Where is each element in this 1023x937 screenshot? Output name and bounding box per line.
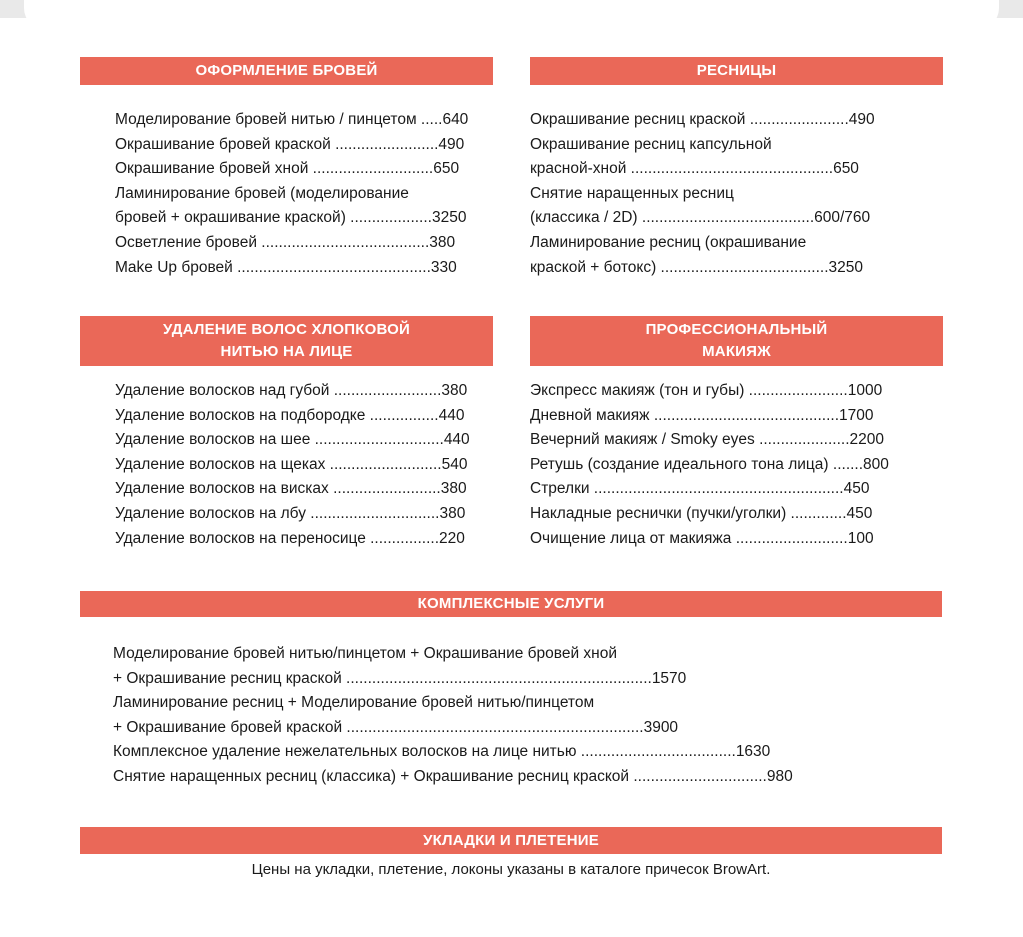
list-item: Ламинирование бровей (моделирование bbox=[115, 184, 409, 202]
section-title-line2: МАКИЯЖ bbox=[702, 343, 771, 360]
list-item: Комплексное удаление нежелательных волосков на лице нитью ....................................1630 bbox=[113, 743, 771, 761]
list-item: Ретушь (создание идеального тона лица) .......800 bbox=[530, 455, 889, 473]
section-title: ОФОРМЛЕНИЕ БРОВЕЙ bbox=[195, 62, 378, 79]
list-item: Удаление волосков на щеках ..........................540 bbox=[115, 455, 468, 473]
list-item: Накладные реснички (пучки/уголки) .............450 bbox=[530, 504, 873, 522]
section-title-line1: УДАЛЕНИЕ ВОЛОС ХЛОПКОВОЙ bbox=[162, 321, 411, 338]
list-item: (классика / 2D) ........................................600/760 bbox=[530, 209, 871, 227]
list-item: + Окрашивание ресниц краской .......................................................................1570 bbox=[113, 669, 687, 687]
list-item: Моделирование бровей нитью/пинцетом + Окрашивание бровей хной bbox=[113, 645, 618, 662]
section-title: УКЛАДКИ И ПЛЕТЕНИЕ bbox=[423, 831, 599, 849]
list-item: Удаление волосков на переносице ................220 bbox=[115, 529, 465, 547]
list-item: красной-хной ...............................................650 bbox=[530, 160, 859, 178]
section-header-makeup bbox=[530, 316, 943, 366]
list-item: Удаление волосков на лбу ..............................380 bbox=[115, 504, 466, 522]
list-item: Экспресс макияж (тон и губы) .......................1000 bbox=[530, 382, 883, 399]
list-item: Ламинирование ресниц (окрашивание bbox=[530, 233, 807, 251]
list-item: + Окрашивание бровей краской .....................................................................3900 bbox=[113, 718, 679, 736]
list-item: Осветление бровей .......................................380 bbox=[115, 233, 456, 251]
list-item: Снятие наращенных ресниц (классика) + Окрашивание ресниц краской ...............................980 bbox=[113, 767, 793, 785]
list-item: Снятие наращенных ресниц bbox=[530, 184, 734, 202]
section-header-lashes bbox=[530, 57, 943, 85]
list-item: Окрашивание бровей хной ............................650 bbox=[115, 160, 460, 178]
price-list-makeup bbox=[530, 379, 889, 551]
section-header-brows bbox=[80, 57, 493, 85]
list-item: Очищение лица от макияжа ..........................100 bbox=[530, 529, 874, 547]
section-title-line1: ПРОФЕССИОНАЛЬНЫЙ bbox=[645, 321, 828, 338]
list-item: Вечерний макияж / Smoky eyes .....................2200 bbox=[530, 431, 884, 449]
section-header-threading bbox=[80, 316, 493, 366]
list-item: Удаление волосков над губой .........................380 bbox=[115, 382, 468, 399]
section-title: РЕСНИЦЫ bbox=[696, 62, 777, 79]
list-item: Дневной макияж ...........................................1700 bbox=[530, 406, 874, 424]
list-item: Стрелки ..........................................................450 bbox=[530, 480, 870, 498]
list-item: Удаление волосков на подбородке ................440 bbox=[115, 406, 465, 424]
list-item: краской + ботокс) .......................................3250 bbox=[530, 258, 863, 276]
section-title-line2: НИТЬЮ НА ЛИЦЕ bbox=[220, 343, 353, 360]
page-frame bbox=[0, 0, 1023, 18]
list-item: Окрашивание бровей краской ........................490 bbox=[115, 135, 465, 153]
price-list-brows bbox=[115, 108, 468, 280]
section-header-complex bbox=[80, 591, 942, 617]
list-item: Удаление волосков на шее ..............................440 bbox=[115, 431, 470, 449]
price-list-complex bbox=[113, 642, 793, 790]
list-item: Моделирование бровей нитью / пинцетом .....640 bbox=[115, 111, 469, 128]
price-list-lashes bbox=[530, 108, 875, 280]
price-list-threading bbox=[115, 379, 470, 551]
section-header-styling bbox=[80, 827, 942, 854]
section-title: КОМПЛЕКСНЫЕ УСЛУГИ bbox=[417, 595, 605, 612]
list-item: Окрашивание ресниц краской .......................490 bbox=[530, 111, 875, 128]
list-item: Ламинирование ресниц + Моделирование бровей нитью/пинцетом bbox=[113, 694, 595, 712]
list-item: Make Up бровей .............................................330 bbox=[115, 258, 457, 276]
styling-note: Цены на укладки, плетение, локоны указаны в каталоге причесок BrowArt. bbox=[251, 861, 771, 878]
list-item: Удаление волосков на висках .........................380 bbox=[115, 480, 467, 498]
list-item: бровей + окрашивание краской) ...................3250 bbox=[115, 209, 467, 227]
list-item: Окрашивание ресниц капсульной bbox=[530, 135, 772, 153]
